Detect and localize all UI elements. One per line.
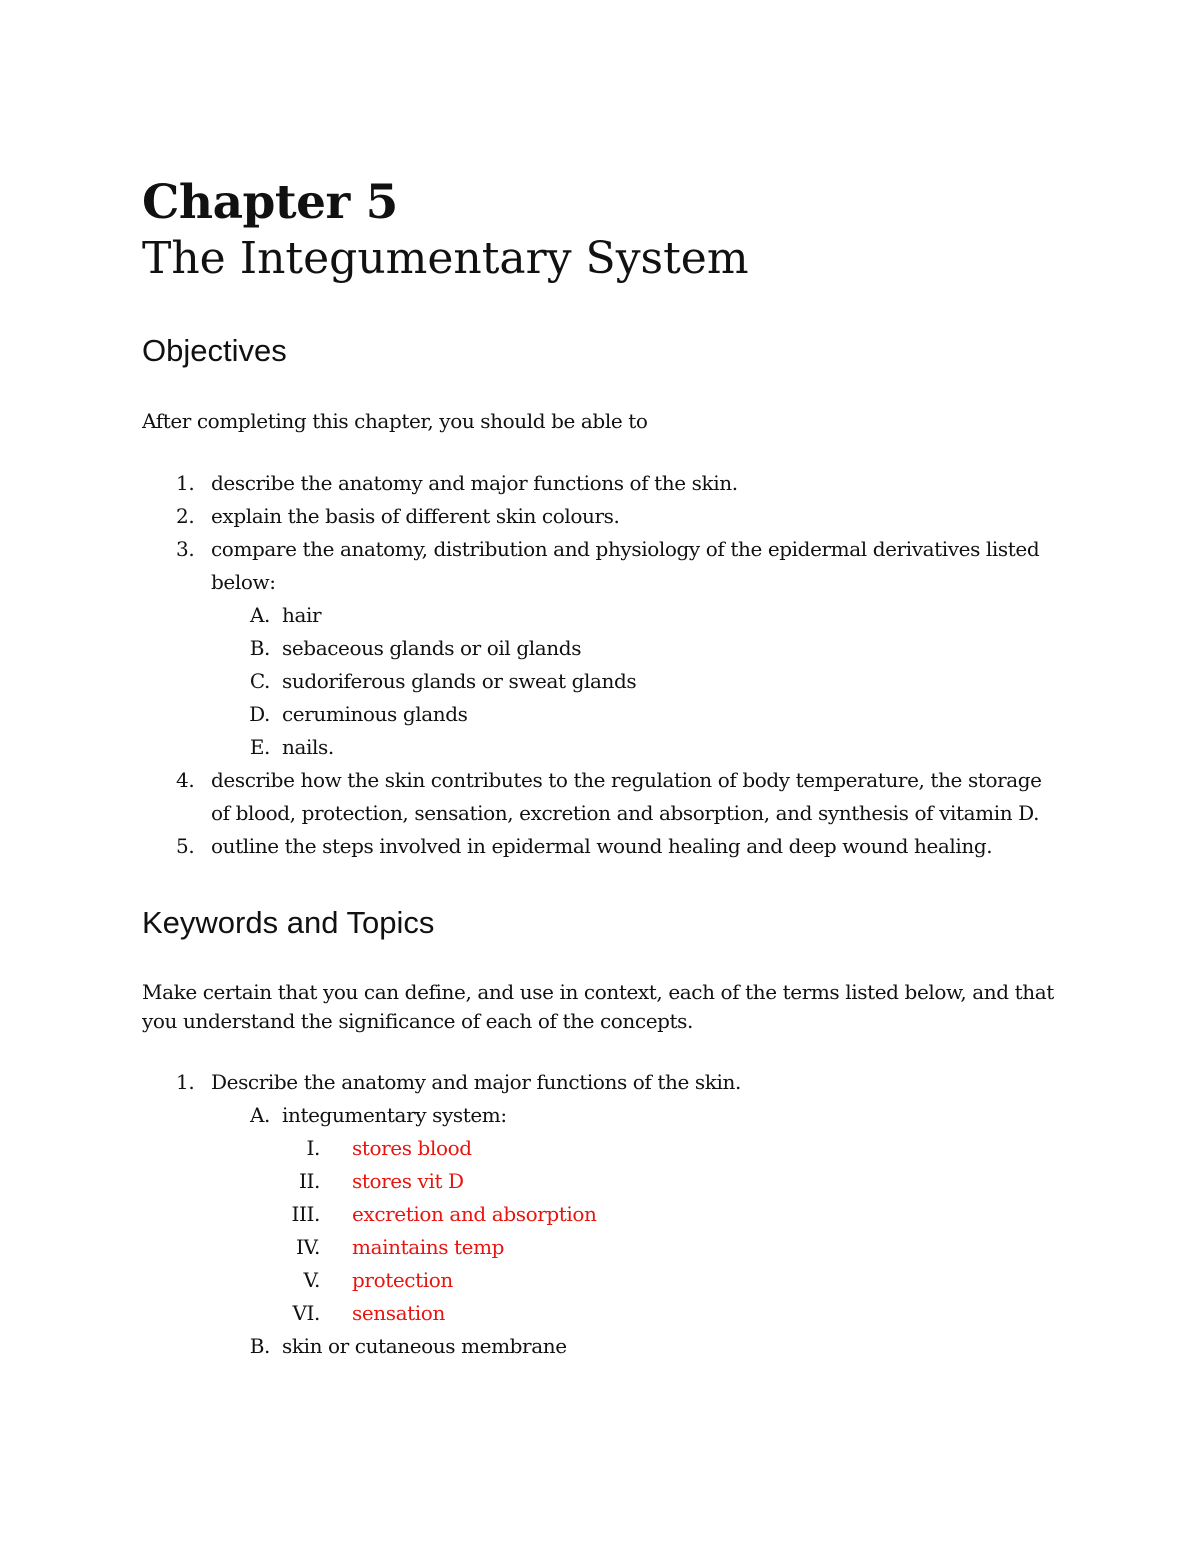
objective-text: explain the basis of different skin colours. bbox=[211, 504, 620, 528]
list-marker: D. bbox=[249, 702, 270, 726]
objective-subitem-text: nails. bbox=[282, 735, 334, 759]
red-annotation-text: protection bbox=[352, 1268, 453, 1292]
document-page bbox=[142, 175, 1062, 1363]
keyword-subsubitem-iii bbox=[142, 1198, 1062, 1231]
list-marker: 1. bbox=[176, 1070, 195, 1094]
keywords-heading: Keywords and Topics bbox=[142, 905, 435, 940]
objective-subitem-d bbox=[142, 698, 1062, 731]
list-marker: E. bbox=[249, 735, 270, 759]
list-marker: B. bbox=[249, 636, 270, 660]
objective-text: compare the anatomy, distribution and physiology of the epidermal derivatives listed below: bbox=[211, 537, 1040, 594]
objective-text: describe the anatomy and major functions of the skin. bbox=[211, 471, 738, 495]
list-marker: I. bbox=[306, 1136, 320, 1160]
objective-subitem-c bbox=[142, 665, 1062, 698]
objective-item-5 bbox=[142, 830, 1062, 863]
list-marker: 3. bbox=[176, 537, 195, 561]
objective-subitem-text: sebaceous glands or oil glands bbox=[282, 636, 582, 660]
list-marker: IV. bbox=[295, 1235, 320, 1259]
objectives-intro: After completing this chapter, you should be able to bbox=[142, 409, 648, 433]
list-marker: III. bbox=[291, 1202, 320, 1226]
list-marker: A. bbox=[249, 1103, 270, 1127]
keyword-subitem-a bbox=[142, 1099, 1062, 1132]
red-annotation-text: stores vit D bbox=[352, 1169, 464, 1193]
chapter-title: The Integumentary System bbox=[142, 233, 749, 284]
list-marker: 2. bbox=[176, 504, 195, 528]
keyword-subsubitem-iv bbox=[142, 1231, 1062, 1264]
objective-subitem-b bbox=[142, 632, 1062, 665]
objective-subitem-e bbox=[142, 731, 1062, 764]
red-annotation-text: maintains temp bbox=[352, 1235, 505, 1259]
objectives-list bbox=[142, 467, 1062, 863]
keyword-subsubitem-v bbox=[142, 1264, 1062, 1297]
keyword-subitem-text: integumentary system: bbox=[282, 1103, 507, 1127]
keyword-item-1 bbox=[142, 1066, 1062, 1099]
keyword-subitem-b bbox=[142, 1330, 1062, 1363]
objective-subitem-text: sudoriferous glands or sweat glands bbox=[282, 669, 637, 693]
objectives-heading: Objectives bbox=[142, 333, 287, 368]
objective-item-1 bbox=[142, 467, 1062, 500]
objective-text: describe how the skin contributes to the regulation of body temperature, the storage of blood, protection, sensation, excretion and absorption, and synthesis of vitamin D. bbox=[211, 768, 1042, 825]
keywords-list bbox=[142, 1066, 1062, 1363]
objective-subitem-text: ceruminous glands bbox=[282, 702, 468, 726]
keyword-text: Describe the anatomy and major functions of the skin. bbox=[211, 1070, 741, 1094]
list-marker: A. bbox=[249, 603, 270, 627]
keyword-subsubitem-ii bbox=[142, 1165, 1062, 1198]
list-marker: B. bbox=[249, 1334, 270, 1358]
list-marker: C. bbox=[249, 669, 270, 693]
list-marker: II. bbox=[299, 1169, 320, 1193]
objective-item-3 bbox=[142, 533, 1062, 599]
keyword-subsubitem-i bbox=[142, 1132, 1062, 1165]
chapter-number: Chapter 5 bbox=[142, 175, 398, 230]
objective-text: outline the steps involved in epidermal wound healing and deep wound healing. bbox=[211, 834, 993, 858]
objective-subitem-text: hair bbox=[282, 603, 322, 627]
red-annotation-text: sensation bbox=[352, 1301, 445, 1325]
keyword-subsubitem-vi bbox=[142, 1297, 1062, 1330]
red-annotation-text: stores blood bbox=[352, 1136, 472, 1160]
keyword-subitem-text: skin or cutaneous membrane bbox=[282, 1334, 567, 1358]
list-marker: 5. bbox=[176, 834, 195, 858]
keywords-intro: Make certain that you can define, and use in context, each of the terms listed below, and that you understand the significance of each of the concepts. bbox=[142, 980, 1054, 1033]
list-marker: V. bbox=[303, 1268, 320, 1292]
list-marker: 4. bbox=[176, 768, 195, 792]
objective-subitem-a bbox=[142, 599, 1062, 632]
list-marker: 1. bbox=[176, 471, 195, 495]
objective-item-2 bbox=[142, 500, 1062, 533]
objective-item-4 bbox=[142, 764, 1062, 830]
list-marker: VI. bbox=[292, 1301, 320, 1325]
red-annotation-text: excretion and absorption bbox=[352, 1202, 597, 1226]
